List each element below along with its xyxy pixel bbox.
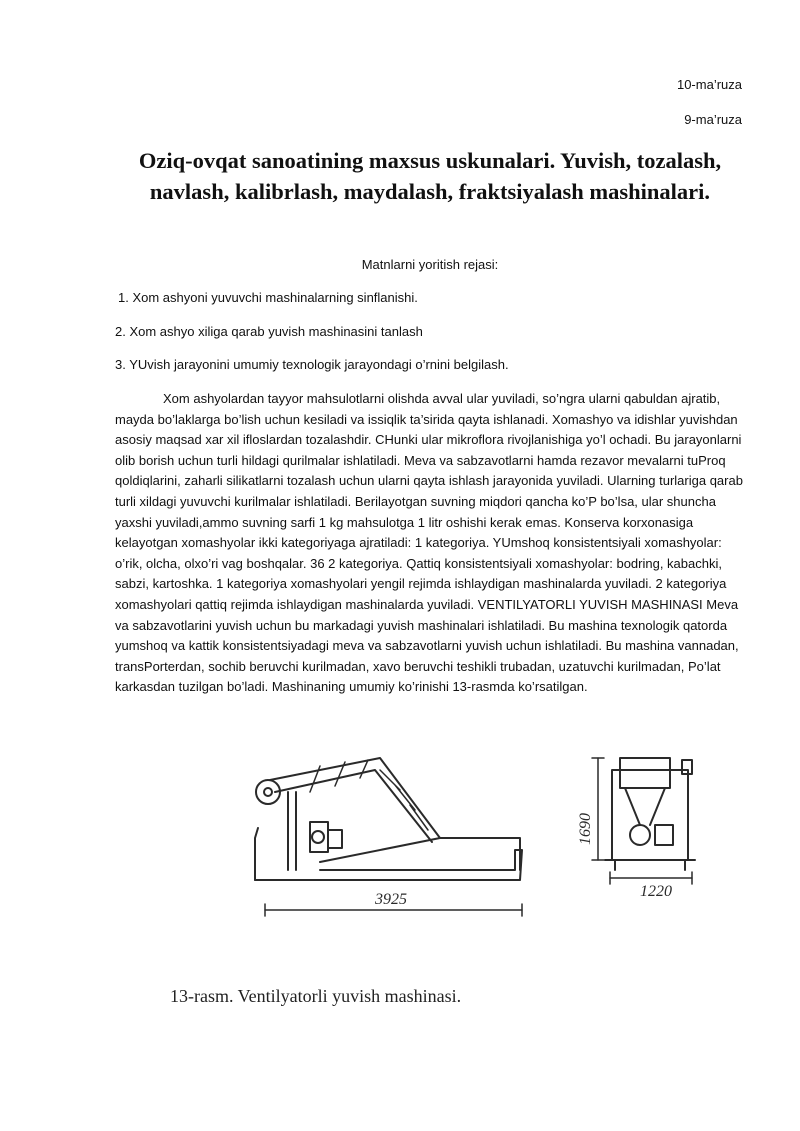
lecture-number-secondary: 9-ma’ruza bbox=[684, 112, 742, 127]
dimension-height: 1690 bbox=[577, 813, 594, 845]
plan-heading: Matnlarni yoritish rejasi: bbox=[361, 257, 499, 272]
body-paragraph: Xom ashyolardan tayyor mahsulotlarni olishda avval ular yuviladi, so’ngra ularni qabuldan ajratib, mayda bo’laklarga bo’lish uchun kesiladi va issiqlik ta’sirida qayta ishlanadi. Xomashyo va idishlar yuvishdan asosiy maqsad xar xil ifloslardan tozalashdir. CHunki ular mikroflora rivojlanishiga yo’l ochadi. Bu jarayonlarni olib borish uchun turli hildagi qurilmalar ishlatiladi. Meva va sabzavotlarni hamda rezavor mevalarni tuProq qoldiqlarini, zaharli silikatlarni tozalash uchun ularni qayta ishlash jarayonida yuviladi. Ularning turlariga qarab turli xildagi yuvuvchi kurilmalar ishlatiladi. Berilayotgan suvning miqdori qancha ko’P bo’lsa, ular shuncha yaxshi yuviladi,ammo suvning sarfi 1 kg mahsulotga 1 litr oshishi kerak emas. Konserva korxonasiga kelayotgan xomashyolar ikki kategoriyaga ajratiladi: 1 kategoriya. YUmshoq konsistentsiyali xomashyolar: o’rik, olcha, olxo’ri vag boshqalar. 36 2 kategoriya. Qattiq konsistentsiyali xomashyolar: bodring, kabachki, sabzi, kartoshka. 1 kategoriya xomashyolari yengil rejimda ishlaydigan mashinalarda yuviladi. 2 kategoriya xomashyolari qattiq rejimda ishlaydigan mashinalarda yuviladi. VENTILYATORLI YUVISH MASHINASI Meva va sabzavotlarini yuvish uchun bu markadagi yuvish mashinalari ishlatiladi. Bu mashina texnologik qatorda yumshoq va kattik konsistentsiyadagi meva va sabzavotlarni yuvish uchun ishlatiladi. Bu mashina vannadan, transPorterdan, sochib beruvchi kurilmadan, xavo beruvchi teshikli trubadan, uzatuvchi kurilmadan, Po’lat karkasdan tuzilgan bo’ladi. Mashinaning umumiy ko’rinishi 13-rasmda ko’rsatilgan. bbox=[115, 391, 743, 695]
document-title: Oziq-ovqat sanoatining maxsus uskunalari. Yuvish, tozalash, navlash, kalibrlash, maydalash, fraktsiyalash mashinalari. bbox=[138, 148, 722, 204]
figure-caption: 13-rasm. Ventilyatorli yuvish mashinasi. bbox=[170, 986, 462, 1006]
machine-front-view bbox=[592, 758, 695, 884]
dimension-width: 1220 bbox=[640, 883, 672, 900]
plan-item: 1. Xom ashyoni yuvuvchi mashinalarning sinflanishi. bbox=[118, 290, 418, 305]
lecture-number: 10-ma’ruza bbox=[676, 77, 742, 92]
dimension-length: 3925 bbox=[375, 891, 407, 908]
plan-item: 3. YUvish jarayonini umumiy texnologik jarayondagi o’rnini belgilash. bbox=[115, 357, 509, 372]
washing-machine-drawing bbox=[170, 730, 730, 950]
plan-item: 2. Xom ashyo xiliga qarab yuvish mashinasini tanlash bbox=[115, 324, 423, 339]
